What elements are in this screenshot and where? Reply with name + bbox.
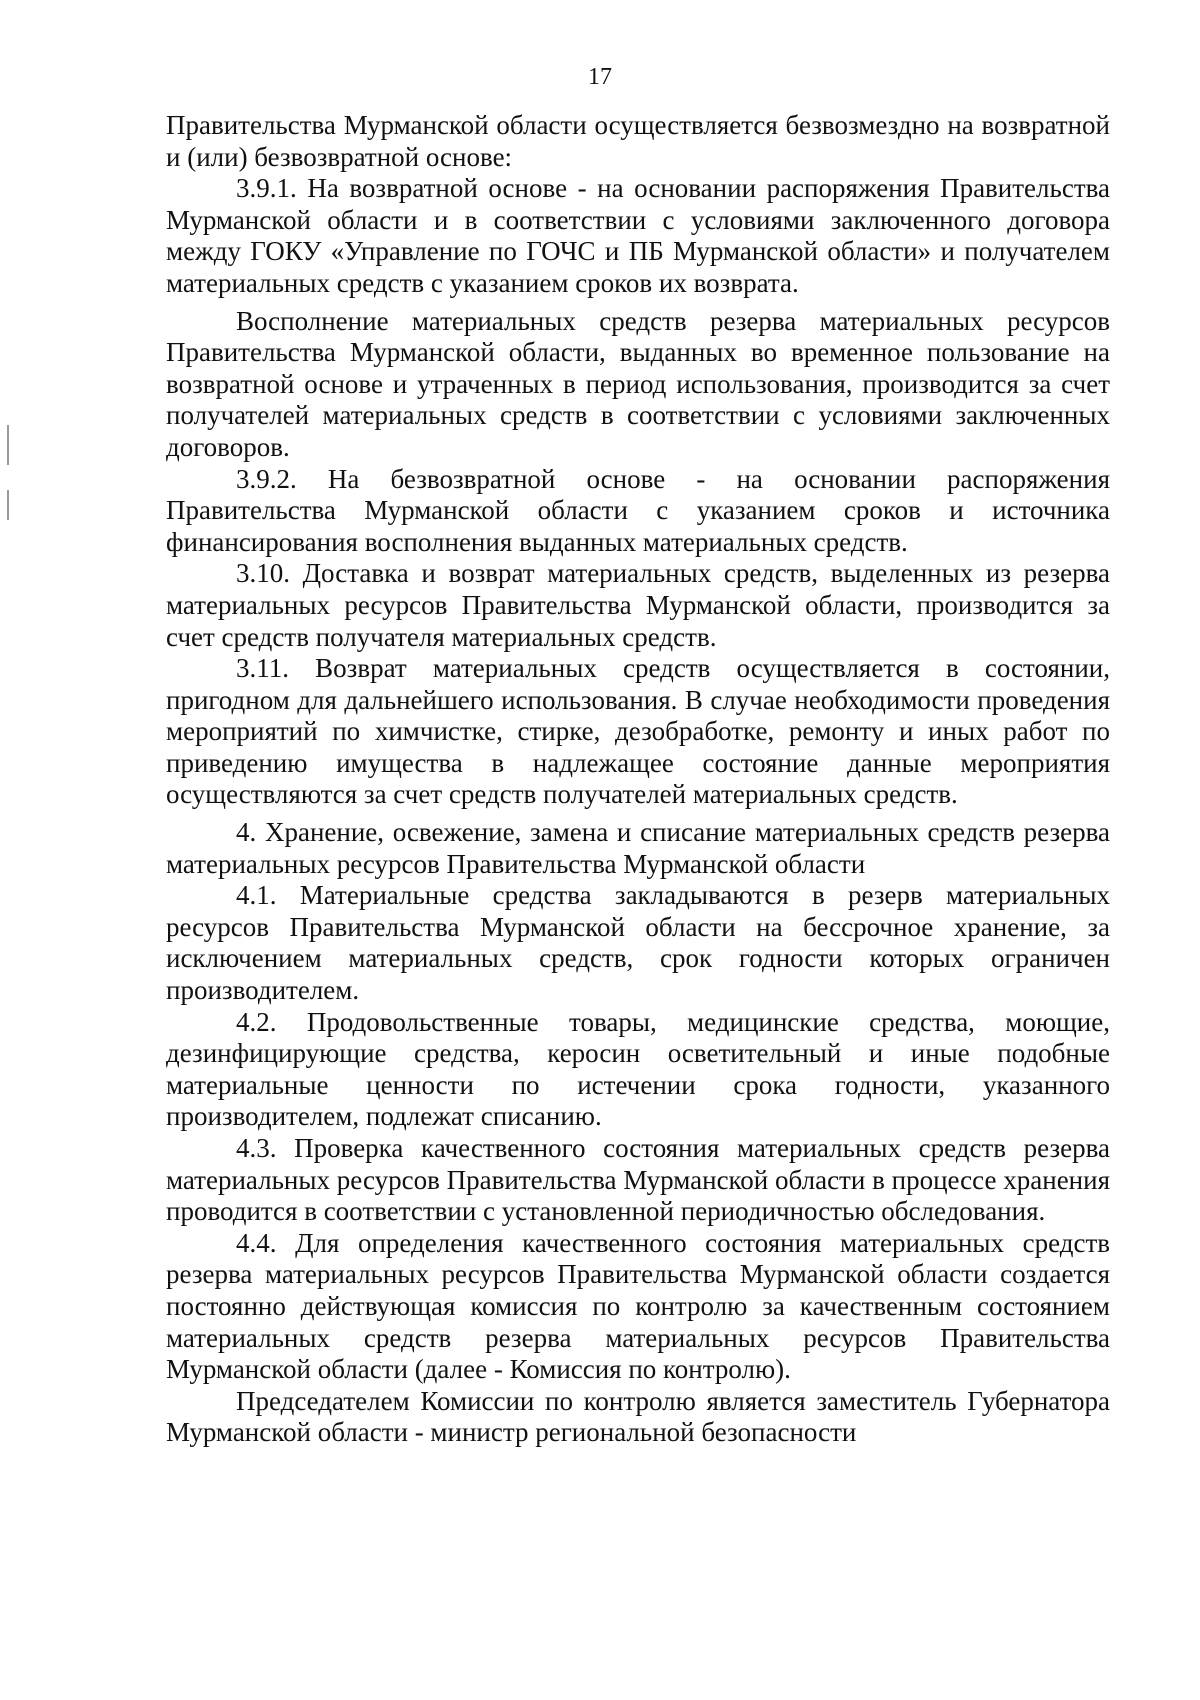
page-number: 17 bbox=[588, 64, 612, 90]
paragraph: 3.11. Возврат материальных средств осуществляется в состоянии, пригодном для дальнейшего использования. В случае необходимости проведения мероприятий по химчистке, стирке, дезобработке, ремонту и иных работ по приведению имущества в надлежащее состояние данные мероприятия осуществляются за счет средств получателей материальных средств. bbox=[166, 653, 1110, 810]
scan-artifact-line bbox=[7, 490, 9, 520]
paragraph: Председателем Комиссии по контролю является заместитель Губернатора Мурманской области - министр региональной безопасности bbox=[166, 1385, 1110, 1448]
paragraph: Восполнение материальных средств резерва материальных ресурсов Правительства Мурманской области, выданных во временное пользование на возвратной основе и утраченных в период использования, производится за счет получателей материальных средств в соответствии с условиями заключенных договоров. bbox=[166, 305, 1110, 462]
section-heading: 4. Хранение, освежение, замена и списание материальных средств резерва материальных ресурсов Правительства Мурманской области bbox=[166, 817, 1110, 879]
paragraph: 4.2. Продовольственные товары, медицинские средства, моющие, дезинфицирующие средства, керосин осветительный и иные подобные материальные ценности по истечении срока годности, указанного производителем, подлежат списанию. bbox=[166, 1006, 1110, 1132]
paragraph: 4.1. Материальные средства закладываются в резерв материальных ресурсов Правительства Мурманской области на бессрочное хранение, за исключением материальных средств, срок годности которых ограничен производителем. bbox=[166, 880, 1110, 1006]
paragraph: 3.9.1. На возвратной основе - на основании распоряжения Правительства Мурманской области и в соответствии с условиями заключенного договора между ГОКУ «Управление по ГОЧС и ПБ Мурманской области» и получателем материальных средств с указанием сроков их возврата. bbox=[166, 173, 1110, 298]
paragraph: 3.10. Доставка и возврат материальных средств, выделенных из резерва материальных ресурсов Правительства Мурманской области, производится за счет средств получателя материальных средств. bbox=[166, 558, 1110, 652]
paragraph: Правительства Мурманской области осуществляется безвозмездно на возвратной и (или) безвозвратной основе: bbox=[166, 110, 1110, 172]
scan-artifact-line bbox=[7, 425, 9, 465]
paragraph: 4.4. Для определения качественного состояния материальных средств резерва материальных ресурсов Правительства Мурманской области создается постоянно действующая комиссия по контролю за качественным состоянием материальных средств резерва материальных ресурсов Правительства Мурманской области (далее - Комиссия по контролю). bbox=[166, 1227, 1110, 1385]
document-body bbox=[166, 110, 1110, 1449]
paragraph: 4.3. Проверка качественного состояния материальных средств резерва материальных ресурсов Правительства Мурманской области в процессе хранения проводится в соответствии с установленной периодичностью обследования. bbox=[166, 1133, 1110, 1227]
paragraph: 3.9.2. На безвозвратной основе - на основании распоряжения Правительства Мурманской области с указанием сроков и источника финансирования восполнения выданных материальных средств. bbox=[166, 463, 1110, 557]
